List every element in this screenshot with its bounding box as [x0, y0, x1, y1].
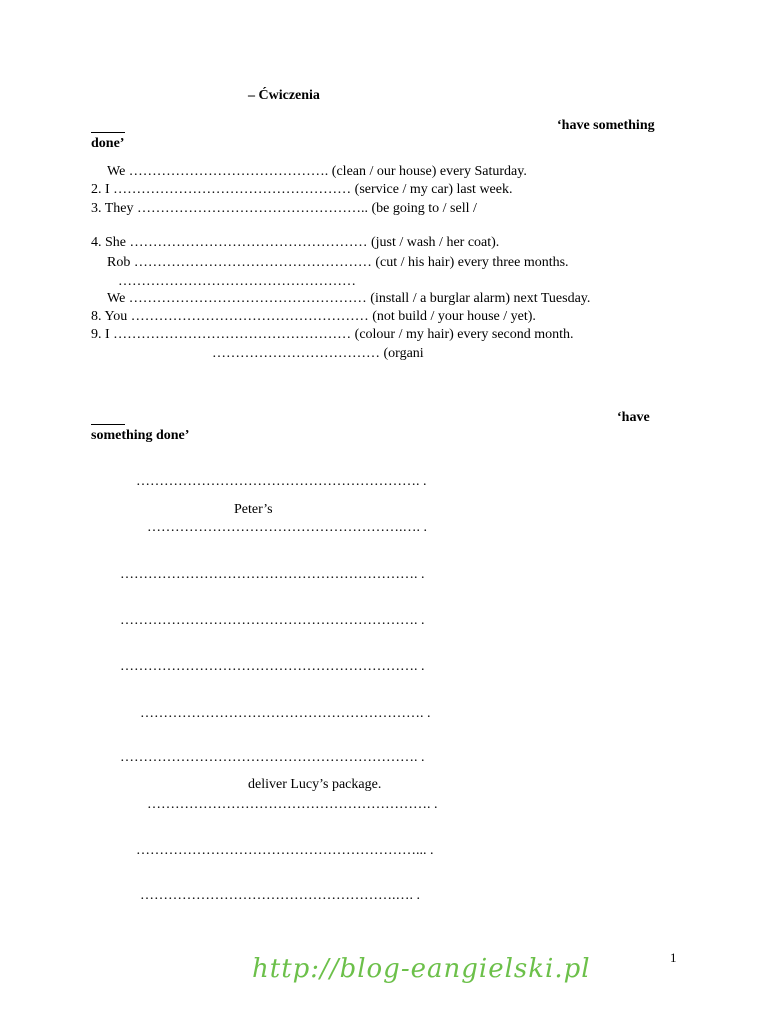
answer-line-1: ……………………………………………………. .: [136, 474, 427, 489]
exercise-line-9: 9. I …………………………………………… (colour / my hair) every second month.: [91, 327, 574, 342]
heading-underline: [91, 424, 125, 425]
page-title: – Ćwiczenia: [248, 88, 320, 103]
exercise-line-10: ……………………………… (organi: [212, 346, 424, 361]
answer-line-2: ……………………………………………….…. .: [147, 520, 427, 535]
answer-line-3: ………………………………………………………. .: [120, 567, 425, 582]
answer-line-8: ……………………………………………………. .: [147, 797, 438, 812]
answer-line-6: ……………………………………………………. .: [140, 706, 431, 721]
prompt-text-1: Peter’s: [234, 502, 273, 517]
page-number: 1: [670, 950, 677, 965]
section2-heading-part1: ‘have: [617, 410, 650, 425]
answer-line-5: ………………………………………………………. .: [120, 659, 425, 674]
exercise-line-4: 4. She …………………………………………… (just / wash / her coat).: [91, 235, 500, 250]
exercise-line-1: We ……………………………………. (clean / our house) every Saturday.: [107, 164, 527, 179]
answer-line-7: ………………………………………………………. .: [120, 750, 425, 765]
footer-url: http://blog-eangielski.pl: [252, 954, 591, 984]
answer-line-4: ………………………………………………………. .: [120, 613, 425, 628]
heading-underline: [91, 132, 125, 133]
exercise-line-8: 8. You …………………………………………… (not build / your house / yet).: [91, 309, 536, 324]
section2-heading-part2: something done’: [91, 428, 190, 443]
answer-line-10: ……………………………………………….…. .: [140, 888, 420, 903]
exercise-line-6: ……………………………………………: [118, 274, 356, 289]
section1-heading-part1: ‘have something: [557, 118, 655, 133]
answer-line-9: ……………………………………………………... .: [136, 843, 434, 858]
exercise-line-3: 3. They ………………………………………….. (be going to / sell /: [91, 201, 477, 216]
prompt-text-2: deliver Lucy’s package.: [248, 777, 382, 792]
section1-heading-part2: done’: [91, 136, 125, 151]
exercise-line-7: We …………………………………………… (install / a burglar alarm) next Tuesday.: [107, 291, 591, 306]
exercise-line-5: Rob …………………………………………… (cut / his hair) every three months.: [107, 255, 569, 270]
exercise-line-2: 2. I …………………………………………… (service / my car) last week.: [91, 182, 513, 197]
